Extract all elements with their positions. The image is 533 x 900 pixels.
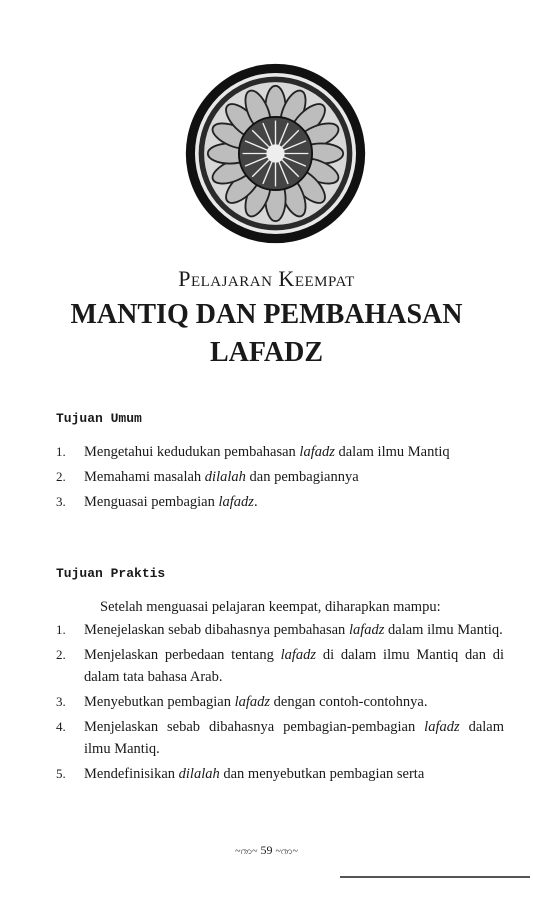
list-item-number: 1.: [56, 622, 66, 637]
bottom-rule: [340, 876, 530, 878]
tujuan-umum-list: [56, 441, 504, 516]
list-item: [56, 716, 504, 760]
list-item-text: Mengetahui kedudukan pembahasan: [84, 444, 300, 460]
chapter-label: Pelajaran Keempat: [178, 266, 355, 291]
list-item-number: 3.: [56, 494, 66, 509]
italic-term: lafadz: [424, 719, 460, 735]
list-item: [56, 763, 504, 785]
tujuan-praktis-list: [56, 619, 504, 788]
list-item-number: 3.: [56, 694, 66, 709]
right-ornament-icon: ~ၮ~: [275, 846, 298, 857]
list-item-text: .: [253, 494, 258, 510]
list-item-number: 4.: [56, 719, 66, 734]
list-item-text: dan pembagiannya: [245, 469, 359, 485]
chapter-title-line-1: MANTIQ DAN PEMBAHASAN: [70, 299, 463, 330]
italic-term: lafadz: [280, 647, 317, 663]
list-item: [56, 691, 504, 713]
list-item-text: Memahami masalah: [84, 469, 205, 485]
chapter-title-line-2: LAFADZ: [209, 337, 324, 368]
list-item-number: 5.: [56, 766, 66, 781]
list-item-number: 2.: [56, 647, 66, 662]
list-item-number: 2.: [56, 469, 66, 484]
section-heading-tujuan-umum: Tujuan Umum: [56, 411, 142, 426]
list-item-text: Menyebutkan pembagian: [84, 694, 235, 710]
italic-term: lafadz: [218, 494, 254, 510]
list-item-number: 1.: [56, 444, 66, 459]
italic-term: lafadz: [348, 622, 385, 638]
list-item: [56, 491, 504, 513]
list-item-text: di dalam ilmu Mantiq dan di dalam tata bahasa Arab.: [84, 647, 504, 685]
list-item-text: dalam ilmu Mantiq.: [84, 719, 504, 757]
italic-term: lafadz: [234, 694, 271, 710]
left-ornament-icon: ~ၮ~: [235, 846, 258, 857]
list-item-text: Menjelaskan perbedaan tentang: [84, 647, 281, 663]
list-item: [56, 441, 504, 463]
page-number: 59: [260, 843, 273, 857]
tujuan-praktis-intro: Setelah menguasai pelajaran keempat, diharapkan mampu:: [100, 599, 441, 615]
list-item-text: Mendefinisikan: [84, 766, 179, 782]
italic-term: dilalah: [178, 766, 220, 782]
section-heading-tujuan-praktis: Tujuan Praktis: [56, 566, 166, 581]
list-item-text: dalam ilmu Mantiq.: [384, 622, 503, 638]
list-item-text: Menguasai pembagian: [84, 494, 219, 510]
list-item-text: Menjelaskan sebab dibahasnya pembagian-pembagian: [84, 719, 425, 735]
list-item: [56, 466, 504, 488]
list-item-text: Menejelaskan sebab dibahasnya pembahasan: [84, 622, 349, 638]
list-item-text: dengan contoh-contohnya.: [270, 694, 428, 710]
chapter-title: [0, 296, 533, 372]
chapter-medallion-ornament: [184, 62, 367, 245]
page-footer: [0, 843, 533, 859]
italic-term: dilalah: [204, 469, 246, 485]
list-item: [56, 619, 504, 641]
list-item: [56, 644, 504, 688]
list-item-text: dan menyebutkan pembagian serta: [219, 766, 425, 782]
list-item-text: dalam ilmu Mantiq: [334, 444, 450, 460]
italic-term: lafadz: [299, 444, 335, 460]
